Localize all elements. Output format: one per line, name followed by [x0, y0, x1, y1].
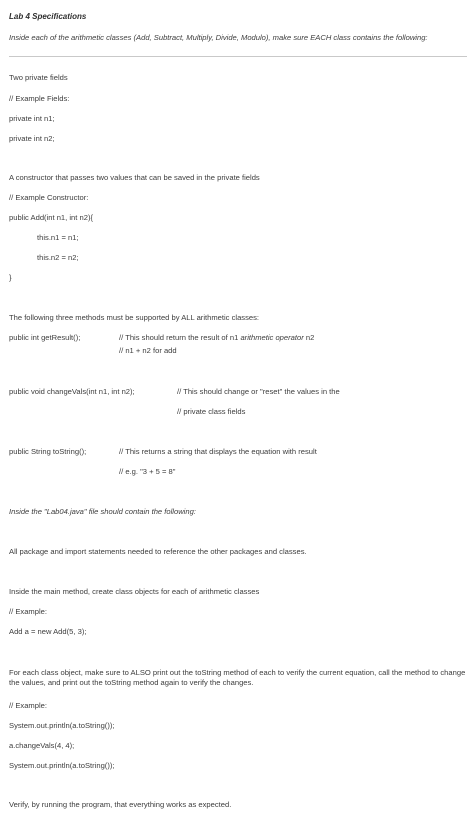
- changevals-comment: // This should change or "reset" the values in the: [177, 387, 340, 396]
- constructor-body-n2: this.n2 = n2;: [37, 253, 79, 262]
- constructor-body-n1: this.n1 = n1;: [37, 233, 79, 242]
- for-each-text: For each class object, make sure to ALSO print out the toString method of each to verify the current equation, call the method to change the values, and print out the toString method again to verify the changes.: [9, 668, 466, 687]
- getresult-comment-add: // n1 + n2 for add: [119, 346, 177, 355]
- getresult-comment-italic: arithmetic operator: [240, 333, 304, 342]
- section-divider: [9, 56, 467, 57]
- fields-heading: Two private fields: [9, 73, 68, 82]
- constructor-close-brace: }: [9, 273, 12, 282]
- field-n2: private int n2;: [9, 134, 55, 143]
- constructor-heading: A constructor that passes two values that can be saved in the private fields: [9, 173, 260, 182]
- main-example-code: Add a = new Add(5, 3);: [9, 627, 87, 636]
- changevals-signature: public void changeVals(int n1, int n2);: [9, 387, 135, 396]
- lab04-heading: Inside the "Lab04.java" file should contain the following:: [9, 507, 196, 516]
- page-title: Lab 4 Specifications: [9, 12, 87, 21]
- constructor-signature: public Add(int n1, int n2){: [9, 213, 94, 222]
- changevals-comment-fields: // private class fields: [177, 407, 246, 416]
- fields-example-comment: // Example Fields:: [9, 94, 70, 103]
- code-print-after: System.out.println(a.toString());: [9, 761, 115, 770]
- tostring-comment: // This returns a string that displays the equation with result: [119, 447, 317, 456]
- constructor-example-comment: // Example Constructor:: [9, 193, 89, 202]
- getresult-comment-prefix: // This should return the result of n1: [119, 333, 241, 342]
- imports-text: All package and import statements needed to reference the other packages and classes.: [9, 547, 307, 556]
- main-example-comment: // Example:: [9, 607, 47, 616]
- for-each-example-comment: // Example:: [9, 701, 47, 710]
- tostring-comment-example: // e.g. "3 + 5 = 8": [119, 467, 176, 476]
- code-print-before: System.out.println(a.toString());: [9, 721, 115, 730]
- intro-text: Inside each of the arithmetic classes (Add, Subtract, Multiply, Divide, Modulo), make sure EACH class contains the following:: [9, 33, 428, 42]
- getresult-signature: public int getResult();: [9, 333, 81, 342]
- code-change-vals: a.changeVals(4, 4);: [9, 741, 75, 750]
- field-n1: private int n1;: [9, 114, 55, 123]
- getresult-comment-suffix: n2: [303, 333, 315, 342]
- main-method-text: Inside the main method, create class objects for each of arithmetic classes: [9, 587, 260, 596]
- getresult-comment: [119, 333, 314, 343]
- verify-text: Verify, by running the program, that everything works as expected.: [9, 800, 232, 809]
- tostring-signature: public String toString();: [9, 447, 87, 456]
- methods-heading: The following three methods must be supported by ALL arithmetic classes:: [9, 313, 260, 322]
